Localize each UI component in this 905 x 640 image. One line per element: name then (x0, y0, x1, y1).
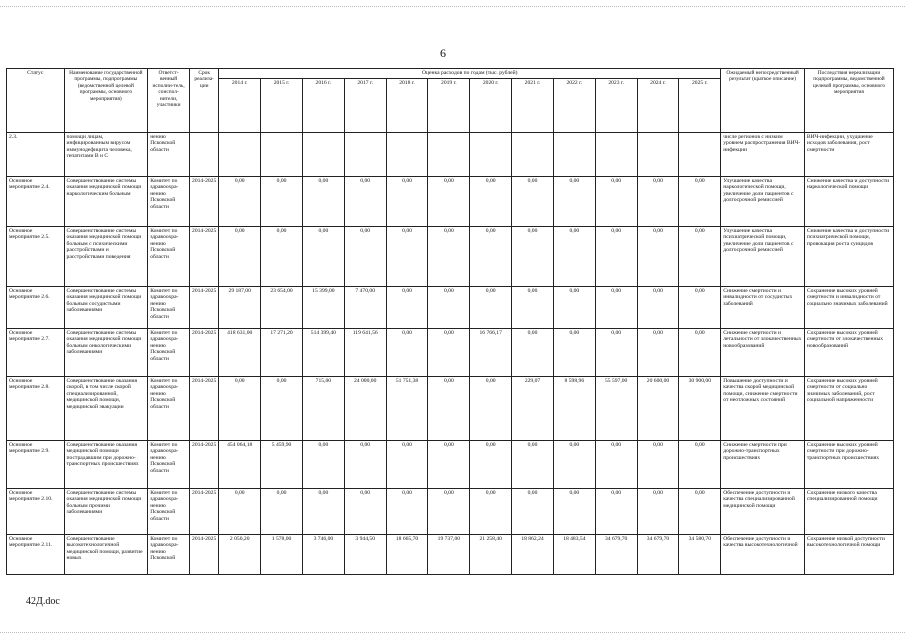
row-status: Основное мероприятие 2.8. (7, 377, 65, 441)
row-value: 715,00 (302, 377, 344, 441)
row-expected: Повышение доступности и качества скорой медицинской помощи, снижение смертности от неотложных состояний (721, 377, 805, 441)
row-value: 3 944,50 (344, 535, 386, 575)
header-year: 2019 г. (428, 79, 470, 133)
row-term: 2014-2025 (190, 377, 219, 441)
row-value: 24 000,00 (344, 377, 386, 441)
scan-artifact-top (0, 6, 905, 8)
page-number: 6 (440, 46, 446, 60)
row-value: 34 679,70 (637, 535, 679, 575)
row-value: 0,00 (679, 227, 721, 287)
row-consequences: Сохранение высоких уровней смертности при дорожно-транспортных происшествиях (804, 441, 893, 489)
row-value (302, 133, 344, 177)
row-value: 19 737,00 (428, 535, 470, 575)
row-value: 0,00 (512, 441, 554, 489)
row-value: 0,00 (386, 329, 428, 377)
row-value: 454 064,18 (219, 441, 261, 489)
row-value: 0,00 (428, 329, 470, 377)
row-value: 0,00 (679, 177, 721, 227)
row-name: Совершенствование системы оказания медицинской помощи наркологическим больным (64, 177, 148, 227)
row-status: Основное мероприятие 2.7. (7, 329, 65, 377)
row-consequences: Сохранение высоких уровней смертности от социально значимых заболеваний, рост социальной напряженности (804, 377, 893, 441)
row-value: 7 470,00 (344, 287, 386, 329)
row-value: 0,00 (428, 441, 470, 489)
row-value: 0,00 (553, 227, 595, 287)
row-value: 0,00 (679, 441, 721, 489)
table-row (7, 489, 894, 535)
row-value (512, 133, 554, 177)
row-value: 0,00 (219, 377, 261, 441)
row-value: 0,00 (386, 441, 428, 489)
row-value: 0,00 (470, 287, 512, 329)
row-value: 0,00 (428, 489, 470, 535)
row-name: Совершенствование системы оказания медицинской помощи больным онкологическими заболеваниями (64, 329, 148, 377)
row-responsible: нению Псковской области (148, 133, 190, 177)
row-value: 0,00 (553, 287, 595, 329)
header-year: 2014 г. (219, 79, 261, 133)
header-consequences: Последствия нереализации подпрограммы, ведомственной целевой программы, основного мероприятия (804, 69, 893, 133)
row-value: 514 399,40 (302, 329, 344, 377)
row-consequences: Снижение качества и доступности психиатрической помощи, провокация роста суицидов (804, 227, 893, 287)
header-year: 2023 г. (595, 79, 637, 133)
header-year: 2016 г. (302, 79, 344, 133)
row-value (553, 133, 595, 177)
row-value: 0,00 (219, 489, 261, 535)
row-value: 0,00 (470, 227, 512, 287)
row-consequences: ВИЧ-инфекции, ухудшение исходов заболевания, рост смертности (804, 133, 893, 177)
row-value: 3 746,00 (302, 535, 344, 575)
row-value: 0,00 (470, 177, 512, 227)
row-value: 0,00 (261, 377, 303, 441)
row-expected: Улучшение качества наркологической помощи, увеличение доли пациентов с долгосрочной ремиссией (721, 177, 805, 227)
row-expected: Снижение смертности и инвалидности от сосудистых заболеваний (721, 287, 805, 329)
row-value: 0,00 (553, 177, 595, 227)
row-value (428, 133, 470, 177)
row-value: 0,00 (219, 227, 261, 287)
table-row (7, 287, 894, 329)
row-value: 0,00 (595, 489, 637, 535)
row-status: Основное мероприятие 2.5. (7, 227, 65, 287)
row-value: 0,00 (512, 329, 554, 377)
row-term: 2014-2025 (190, 441, 219, 489)
table-row (7, 329, 894, 377)
row-value: 17 271,20 (261, 329, 303, 377)
row-responsible: Комитет по здравоохра-нению Псковской области (148, 177, 190, 227)
row-value: 0,00 (637, 227, 679, 287)
row-value: 0,00 (261, 489, 303, 535)
header-year: 2024 г. (637, 79, 679, 133)
row-value: 0,00 (386, 227, 428, 287)
row-value: 0,00 (553, 329, 595, 377)
row-value: 0,00 (428, 227, 470, 287)
row-value: 23 654,00 (261, 287, 303, 329)
row-value: 21 258,40 (470, 535, 512, 575)
scan-artifact-bottom (0, 632, 905, 634)
header-responsible: Ответст-венный исполни-тель, соиспол-нители, участники (148, 69, 190, 133)
row-value: 0,00 (595, 329, 637, 377)
header-year: 2025 г. (679, 79, 721, 133)
row-responsible: Комитет по здравоохра-нению Псковской области (148, 227, 190, 287)
header-name: Наименование государственной программы, подпрограммы (ведомственной целевой программы, основного мероприятия) (64, 69, 148, 133)
row-value (344, 133, 386, 177)
row-value: 0,00 (428, 287, 470, 329)
row-value: 15 399,00 (302, 287, 344, 329)
row-value: 0,00 (219, 177, 261, 227)
row-expected: Улучшение качества психиатрической помощи, увеличение доли пациентов с долгосрочной ремиссией (721, 227, 805, 287)
row-value: 0,00 (302, 227, 344, 287)
row-value: 0,00 (637, 177, 679, 227)
table-row (7, 535, 894, 575)
row-value: 0,00 (344, 489, 386, 535)
header-year: 2015 г. (261, 79, 303, 133)
row-expected: Обеспечение доступности и качества высокотехнологичной (721, 535, 805, 575)
row-value: 229,07 (512, 377, 554, 441)
row-value: 0,00 (512, 227, 554, 287)
header-year: 2017 г. (344, 79, 386, 133)
row-consequences: Снижение качества и доступности наркологической помощи (804, 177, 893, 227)
row-value (386, 133, 428, 177)
row-name: Совершенствование оказания скорой, в том числе скорой специализированной, медицинской помощи, медицинской эвакуации (64, 377, 148, 441)
row-status: Основное мероприятие 2.11. (7, 535, 65, 575)
table-row (7, 227, 894, 287)
table-row (7, 177, 894, 227)
row-name: Совершенствование оказания медицинской помощи пострадавшим при дорожно-транспортных происшествиях (64, 441, 148, 489)
header-term: Срок реализа-ции (190, 69, 219, 133)
header-estimate: Оценка расходов по годам (тыс. рублей) (219, 69, 721, 79)
row-value: 0,00 (344, 441, 386, 489)
row-value: 34 679,70 (595, 535, 637, 575)
row-value (470, 133, 512, 177)
row-value: 0,00 (679, 489, 721, 535)
row-value: 18 483,54 (553, 535, 595, 575)
row-value: 2 050,20 (219, 535, 261, 575)
row-name: Совершенствование системы оказания медицинской помощи больным прочими заболеваниями (64, 489, 148, 535)
row-value: 1 578,00 (261, 535, 303, 575)
row-expected: Обеспечение доступности и качества специализированной медицинской помощи (721, 489, 805, 535)
row-value: 51 751,38 (386, 377, 428, 441)
header-year: 2020 г. (470, 79, 512, 133)
row-value: 0,00 (386, 287, 428, 329)
row-value: 0,00 (470, 441, 512, 489)
footer-filename: 42Д.doc (26, 596, 60, 607)
row-value: 0,00 (428, 377, 470, 441)
row-responsible: Комитет по здравоохра-нению Псковской области (148, 329, 190, 377)
row-value: 0,00 (302, 177, 344, 227)
row-value: 0,00 (261, 227, 303, 287)
row-name: Совершенствование системы оказания медицинской помощи больным сосудистыми заболеваниями (64, 287, 148, 329)
row-status: 2.3. (7, 133, 65, 177)
table-row (7, 441, 894, 489)
row-responsible: Комитет по здравоохра-нению Псковской области (148, 287, 190, 329)
row-value: 0,00 (302, 441, 344, 489)
row-value: 0,00 (679, 287, 721, 329)
row-value: 0,00 (261, 177, 303, 227)
row-value: 16 766,17 (470, 329, 512, 377)
row-value: 0,00 (470, 489, 512, 535)
row-status: Основное мероприятие 2.6. (7, 287, 65, 329)
header-year: 2021 г. (512, 79, 554, 133)
header-year: 2022 г. (553, 79, 595, 133)
row-term: 2014-2025 (190, 535, 219, 575)
row-name: помощи лицам, инфицированным вирусом иммунодефицита человека, гепатитами В и С (64, 133, 148, 177)
row-value: 0,00 (637, 489, 679, 535)
budget-table (6, 68, 894, 575)
table-body (7, 133, 894, 575)
row-value: 0,00 (386, 489, 428, 535)
row-consequences: Сохранение высоких уровней смертности и инвалидности от социально значимых заболеваний (804, 287, 893, 329)
row-term (190, 133, 219, 177)
row-value: 55 597,00 (595, 377, 637, 441)
row-status: Основное мероприятие 2.10. (7, 489, 65, 535)
row-value (637, 133, 679, 177)
row-value: 119 641,56 (344, 329, 386, 377)
row-term: 2014-2025 (190, 227, 219, 287)
row-value: 5 459,90 (261, 441, 303, 489)
row-value: 18 665,70 (386, 535, 428, 575)
header-status: Статус (7, 69, 65, 133)
row-value: 0,00 (512, 287, 554, 329)
table-row (7, 133, 894, 177)
row-value: 0,00 (512, 177, 554, 227)
row-responsible: Комитет по здравоохра-нению Псковской (148, 535, 190, 575)
row-value: 0,00 (637, 287, 679, 329)
row-consequences: Сохранение низкой доступности высокотехнологичной помощи (804, 535, 893, 575)
row-value: 0,00 (637, 329, 679, 377)
row-value: 418 631,00 (219, 329, 261, 377)
row-name: Совершенствование системы оказания медицинской помощи больным с психическими расстройствами и расстройствами поведения (64, 227, 148, 287)
row-responsible: Комитет по здравоохра-нению Псковской области (148, 441, 190, 489)
row-value: 8 598,96 (553, 377, 595, 441)
row-expected: Снижение смертности при дорожно-транспортных происшествиях (721, 441, 805, 489)
row-value: 0,00 (512, 489, 554, 535)
row-responsible: Комитет по здравоохра-нению Псковской области (148, 489, 190, 535)
row-value (595, 133, 637, 177)
row-value: 29 187,00 (219, 287, 261, 329)
table-row (7, 377, 894, 441)
row-value: 0,00 (553, 441, 595, 489)
row-value: 20 600,00 (637, 377, 679, 441)
row-value: 34 580,70 (679, 535, 721, 575)
row-consequences: Сохранение низкого качества специализированной помощи (804, 489, 893, 535)
row-value: 18 862,24 (512, 535, 554, 575)
row-value (679, 133, 721, 177)
row-term: 2014-2025 (190, 329, 219, 377)
row-value: 0,00 (595, 227, 637, 287)
row-expected: числе регионов с низким уровнем распространения ВИЧ-инфекции (721, 133, 805, 177)
row-consequences: Сохранение высоких уровней смертности от злокачественных новообразований (804, 329, 893, 377)
row-value: 0,00 (302, 489, 344, 535)
row-term: 2014-2025 (190, 287, 219, 329)
row-value: 0,00 (470, 377, 512, 441)
row-value: 0,00 (637, 441, 679, 489)
row-value: 0,00 (344, 227, 386, 287)
row-term: 2014-2025 (190, 177, 219, 227)
row-value: 0,00 (595, 287, 637, 329)
row-value: 0,00 (595, 441, 637, 489)
row-value: 0,00 (428, 177, 470, 227)
row-value (261, 133, 303, 177)
row-expected: Снижение смертности и летальности от злокачественных новообразований (721, 329, 805, 377)
row-term: 2014-2025 (190, 489, 219, 535)
row-name: Совершенствование высокотехнологичной медицинской помощи, развитие новых (64, 535, 148, 575)
row-value: 0,00 (679, 329, 721, 377)
row-value: 0,00 (344, 177, 386, 227)
row-status: Основное мероприятие 2.9. (7, 441, 65, 489)
row-responsible: Комитет по здравоохра-нению Псковской области (148, 377, 190, 441)
row-value: 0,00 (553, 489, 595, 535)
row-value (219, 133, 261, 177)
header-expected: Ожидаемый непосредственный результат (краткое описание) (721, 69, 805, 133)
row-value: 0,00 (595, 177, 637, 227)
header-year: 2018 г. (386, 79, 428, 133)
table-header-row (7, 69, 894, 79)
row-value: 30 900,00 (679, 377, 721, 441)
row-status: Основное мероприятие 2.4. (7, 177, 65, 227)
row-value: 0,00 (386, 177, 428, 227)
